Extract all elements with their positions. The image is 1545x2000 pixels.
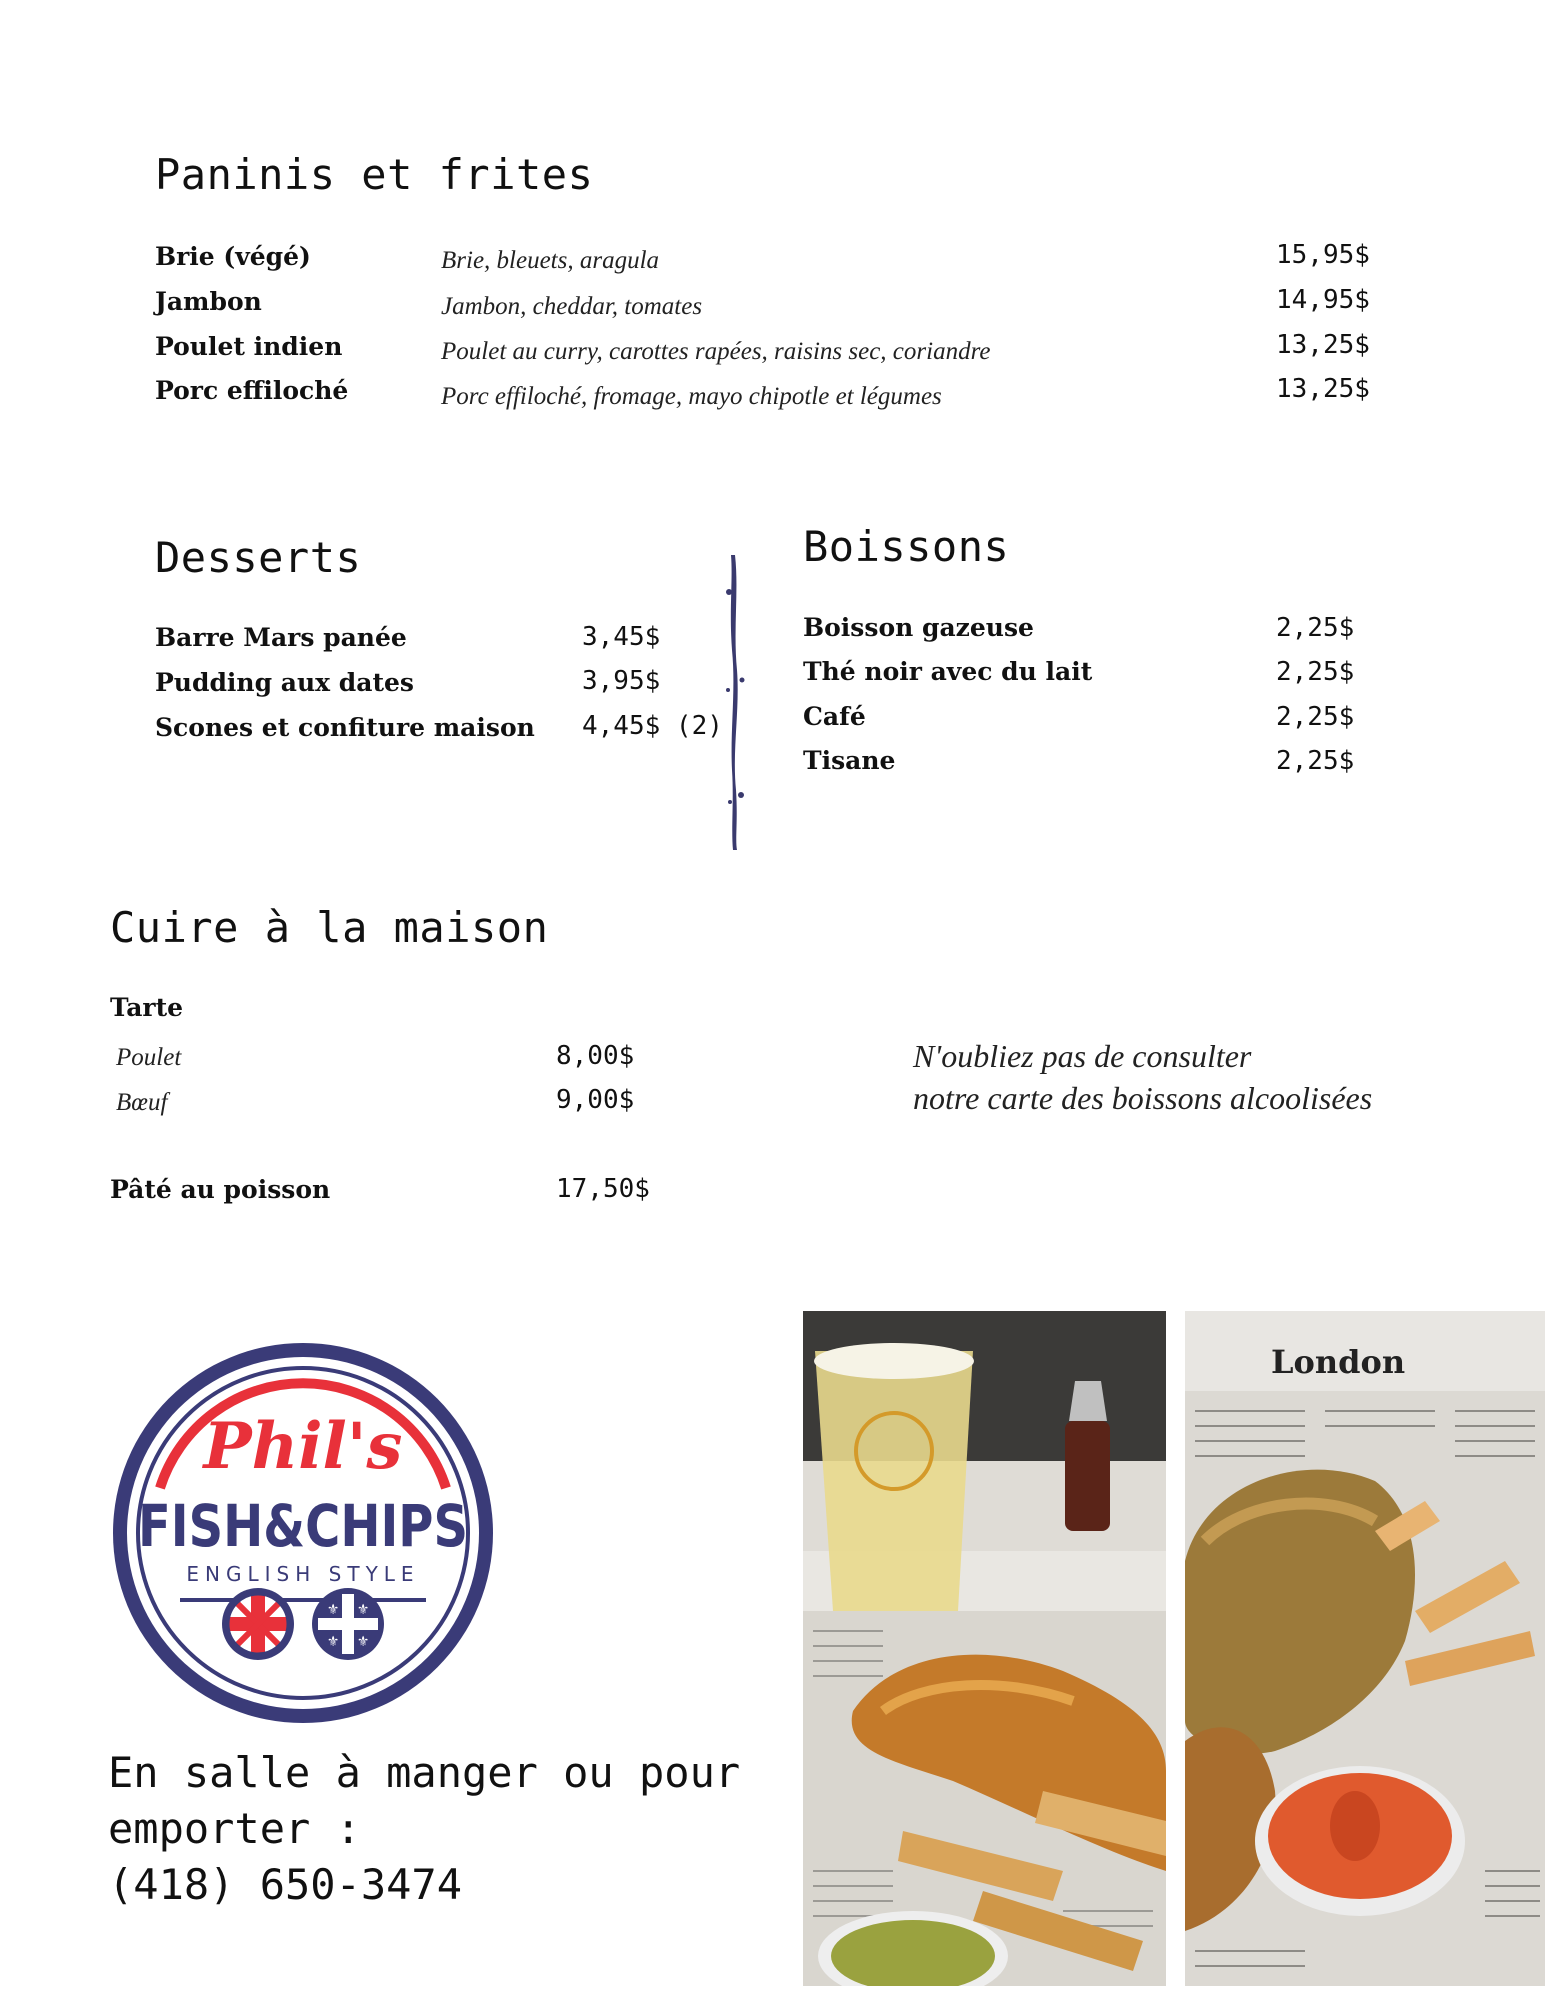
panini-price-jambon: 14,95$: [1276, 285, 1370, 315]
boisson-name-tisane: Tisane: [803, 746, 896, 775]
union-jack-icon: [222, 1588, 294, 1660]
boissons-heading: Boissons: [803, 522, 1010, 571]
dessert-name-scones: Scones et confiture maison: [155, 713, 535, 742]
logo-script: Phil's: [203, 1409, 403, 1484]
tarte-label: Tarte: [110, 993, 184, 1022]
panini-price-porc: 13,25$: [1276, 374, 1370, 404]
food-photo-pie: [1185, 1311, 1545, 1986]
panini-name-brie: Brie (végé): [155, 242, 311, 271]
panini-price-brie: 15,95$: [1276, 240, 1370, 270]
panini-name-porc: Porc effiloché: [155, 376, 349, 405]
alcohol-note-line2: notre carte des boissons alcoolisées: [913, 1080, 1373, 1116]
contact-line1: En salle à manger ou pour: [108, 1748, 741, 1797]
panini-desc-poulet: Poulet au curry, carottes rapées, raisins sec, coriandre: [441, 338, 991, 365]
quebec-flag-icon: [312, 1588, 384, 1660]
logo-tagline: ENGLISH STYLE: [186, 1562, 420, 1586]
boisson-price-gazeuse: 2,25$: [1276, 613, 1355, 643]
logo-main: FISH&CHIPS: [138, 1492, 468, 1560]
dessert-name-pudding: Pudding aux dates: [155, 668, 414, 697]
svg-text:⚜: ⚜: [356, 1634, 370, 1650]
boisson-price-tisane: 2,25$: [1276, 746, 1355, 776]
boisson-price-the: 2,25$: [1276, 657, 1355, 687]
contact-line2: emporter :: [108, 1804, 361, 1853]
svg-text:⚜: ⚜: [326, 1602, 340, 1618]
alcohol-note: [913, 1035, 1372, 1119]
dessert-price-scones: 4,45$ (2): [582, 711, 723, 741]
panini-desc-brie: Brie, bleuets, aragula: [441, 247, 660, 274]
contact-phone: (418) 650-3474: [108, 1860, 463, 1909]
svg-text:⚜: ⚜: [326, 1634, 340, 1650]
panini-name-poulet: Poulet indien: [155, 332, 343, 361]
svg-text:⚜: ⚜: [356, 1602, 370, 1618]
pate-name: Pâté au poisson: [110, 1175, 331, 1204]
tarte-name-boeuf: Bœuf: [116, 1089, 168, 1116]
panini-desc-jambon: Jambon, cheddar, tomates: [441, 293, 703, 320]
brush-divider: [720, 550, 750, 855]
food-photo-fish: [803, 1311, 1166, 1986]
paninis-heading: Paninis et frites: [155, 150, 594, 199]
desserts-heading: Desserts: [155, 533, 362, 582]
alcohol-note-line1: N'oubliez pas de consulter: [913, 1038, 1252, 1074]
tarte-price-boeuf: 9,00$: [556, 1085, 635, 1115]
newspaper-title: London: [1271, 1343, 1406, 1381]
boisson-name-gazeuse: Boisson gazeuse: [803, 613, 1034, 642]
dessert-price-pudding: 3,95$: [582, 666, 661, 696]
dessert-price-mars: 3,45$: [582, 622, 661, 652]
panini-price-poulet: 13,25$: [1276, 330, 1370, 360]
dessert-name-mars: Barre Mars panée: [155, 623, 407, 652]
panini-name-jambon: Jambon: [155, 287, 262, 316]
panini-desc-porc: Porc effiloché, fromage, mayo chipotle et légumes: [441, 383, 942, 410]
boisson-name-the: Thé noir avec du lait: [803, 657, 1093, 686]
boisson-price-cafe: 2,25$: [1276, 702, 1355, 732]
contact-block: [108, 1745, 740, 1913]
boisson-name-cafe: Café: [803, 702, 866, 731]
tarte-name-poulet: Poulet: [116, 1044, 182, 1071]
pate-price: 17,50$: [556, 1174, 650, 1204]
cuire-heading: Cuire à la maison: [110, 903, 549, 952]
tarte-price-poulet: 8,00$: [556, 1041, 635, 1071]
brand-logo: [108, 1338, 498, 1728]
